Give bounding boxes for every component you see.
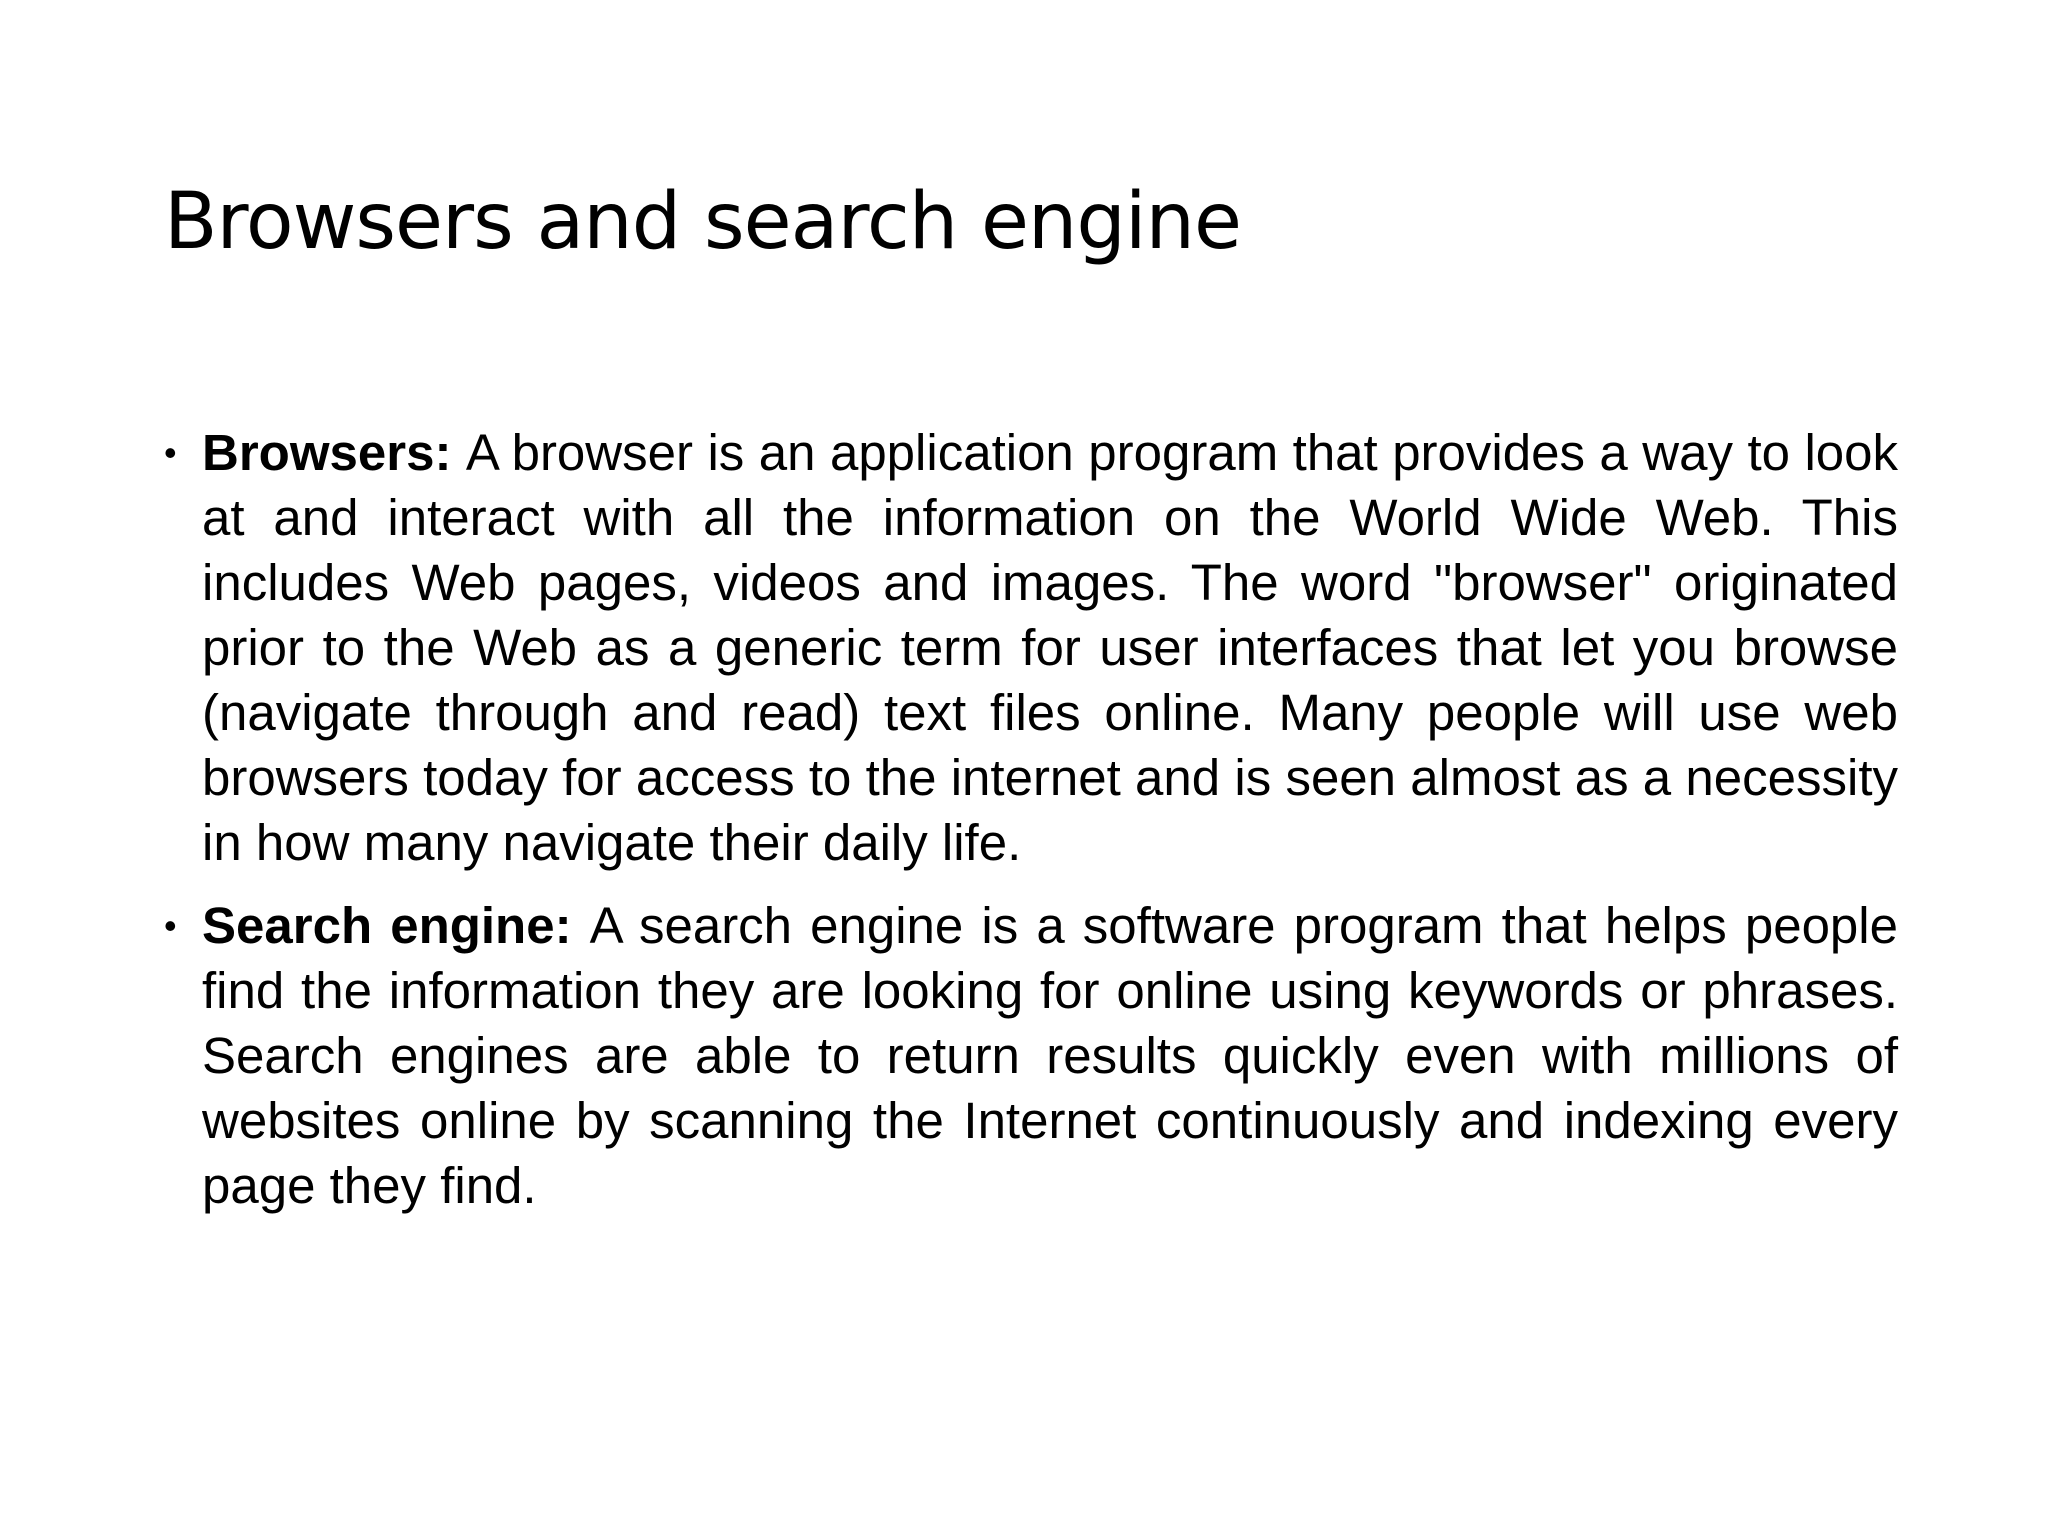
bullet-item-browsers (162, 420, 1898, 875)
bullet-term: Search engine: (202, 897, 590, 954)
bullet-list (162, 420, 1898, 1236)
bullet-dot-icon: • (164, 905, 177, 946)
slide-title: Browsers and search engine (164, 177, 1241, 267)
bullet-dot-icon: • (164, 432, 177, 473)
bullet-term: Browsers: (202, 424, 466, 481)
bullet-text: A search engine is a software program that helps people find the information they are looking for online using keywords or phrases. Search engines are able to return results quickly even with millions of websites online by scanning the Internet continuously and indexing every page they find. (202, 897, 1898, 1214)
bullet-item-search-engine (162, 893, 1898, 1218)
bullet-text: A browser is an application program that provides a way to look at and interact with all the information on the World Wide Web. This includes Web pages, videos and images. The word "browser" originated prior to the Web as a generic term for user interfaces that let you browse (navigate through and read) text files online. Many people will use web browsers today for access to the internet and is seen almost as a necessity in how many navigate their daily life. (202, 424, 1899, 871)
